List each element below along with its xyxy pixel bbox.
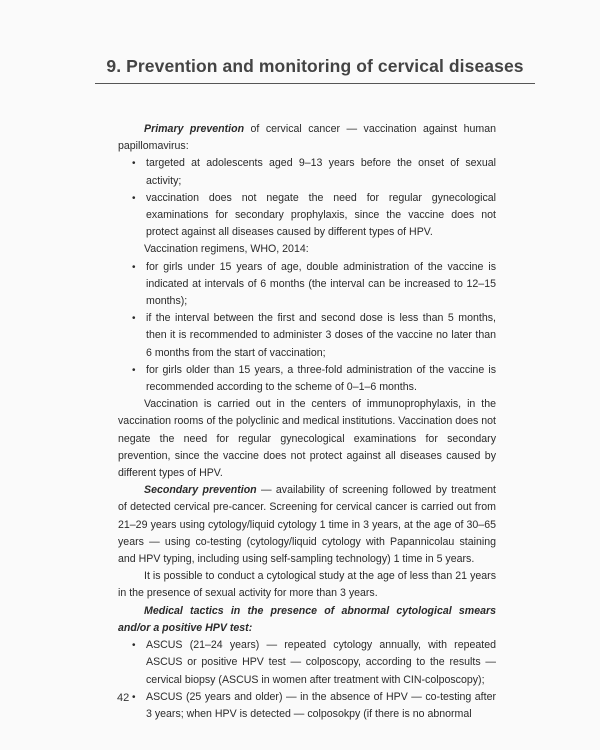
list-item: • ASCUS (21–24 years) — repeated cytology annually, with repeated ASCUS or positive HPV test — colposcopy, according to the results — cervical biopsy (ASCUS in women after treatment with CIN-colposcopy); xyxy=(146,637,496,689)
list-item: • targeted at adolescents aged 9–13 years before the onset of sexual activity; xyxy=(146,155,496,189)
vaccination-regimens-paragraph: Vaccination regimens, WHO, 2014: xyxy=(144,243,309,256)
primary-prevention-text: of cervical cancer — vaccination against human papillomavirus: xyxy=(118,123,496,153)
chapter-title: 9. Prevention and monitoring of cervical diseases xyxy=(106,56,524,76)
list-item: • ASCUS (25 years and older) — in the absence of HPV — co-testing after 3 years; when HPV is detected — colposokpy (if there is no abnormal xyxy=(146,689,496,723)
title-block xyxy=(95,56,535,84)
secondary-prevention-text: — availability of screening followed by treatment of detected cervical pre-cancer. Screening for cervical cancer is carried out from 21–29 years using cytology/liquid cytology 1 time in 3 years, at the age of 30–65 years — using co-testing (cytology/liquid cytology with Papannicolau staining and HPV typing, including using self-sampling technology) 1 time in 5 years. xyxy=(118,484,496,566)
list-item: • vaccination does not negate the need for regular gynecological examinations for secondary prophylaxis, since the vaccine does not protect against all diseases caused by different types of HPV. xyxy=(146,190,496,242)
page-number: 42 xyxy=(117,692,130,704)
cytological-study-paragraph: It is possible to conduct a cytological study at the age of less than 21 years in the presence of sexual activity for more than 3 years. xyxy=(118,570,496,600)
list-item: • for girls older than 15 years, a three-fold administration of the vaccine is recommended according to the scheme of 0–1–6 months. xyxy=(146,362,496,396)
primary-prevention-lead: Primary prevention xyxy=(144,123,245,135)
vaccination-regimens-list xyxy=(118,259,496,397)
list-item: • for girls under 15 years of age, double administration of the vaccine is indicated at intervals of 6 months (the interval can be increased to 12–15 months); xyxy=(146,259,496,311)
vaccination-centers-paragraph: Vaccination is carried out in the centers of immunoprophylaxis, in the vaccination rooms of the polyclinic and medical institutions. Vaccination does not negate the need for regular gynecological examinations for secondary prevention, since the vaccine does not protect against all diseases caused by different types of HPV. xyxy=(118,398,496,480)
secondary-prevention-paragraph xyxy=(118,482,496,568)
primary-prevention-paragraph xyxy=(118,121,496,155)
secondary-prevention-lead: Secondary prevention xyxy=(144,484,257,497)
medical-tactics-heading: Medical tactics in the presence of abnormal cytological smears and/or a positive HPV test: xyxy=(118,604,496,634)
hpv-vaccination-list xyxy=(118,155,496,241)
list-item: • if the interval between the first and second dose is less than 5 months, then it is recommended to administer 3 doses of the vaccine no later than 6 months from the start of vaccination; xyxy=(146,310,496,362)
body-text xyxy=(118,121,496,723)
medical-tactics-list xyxy=(118,637,496,723)
